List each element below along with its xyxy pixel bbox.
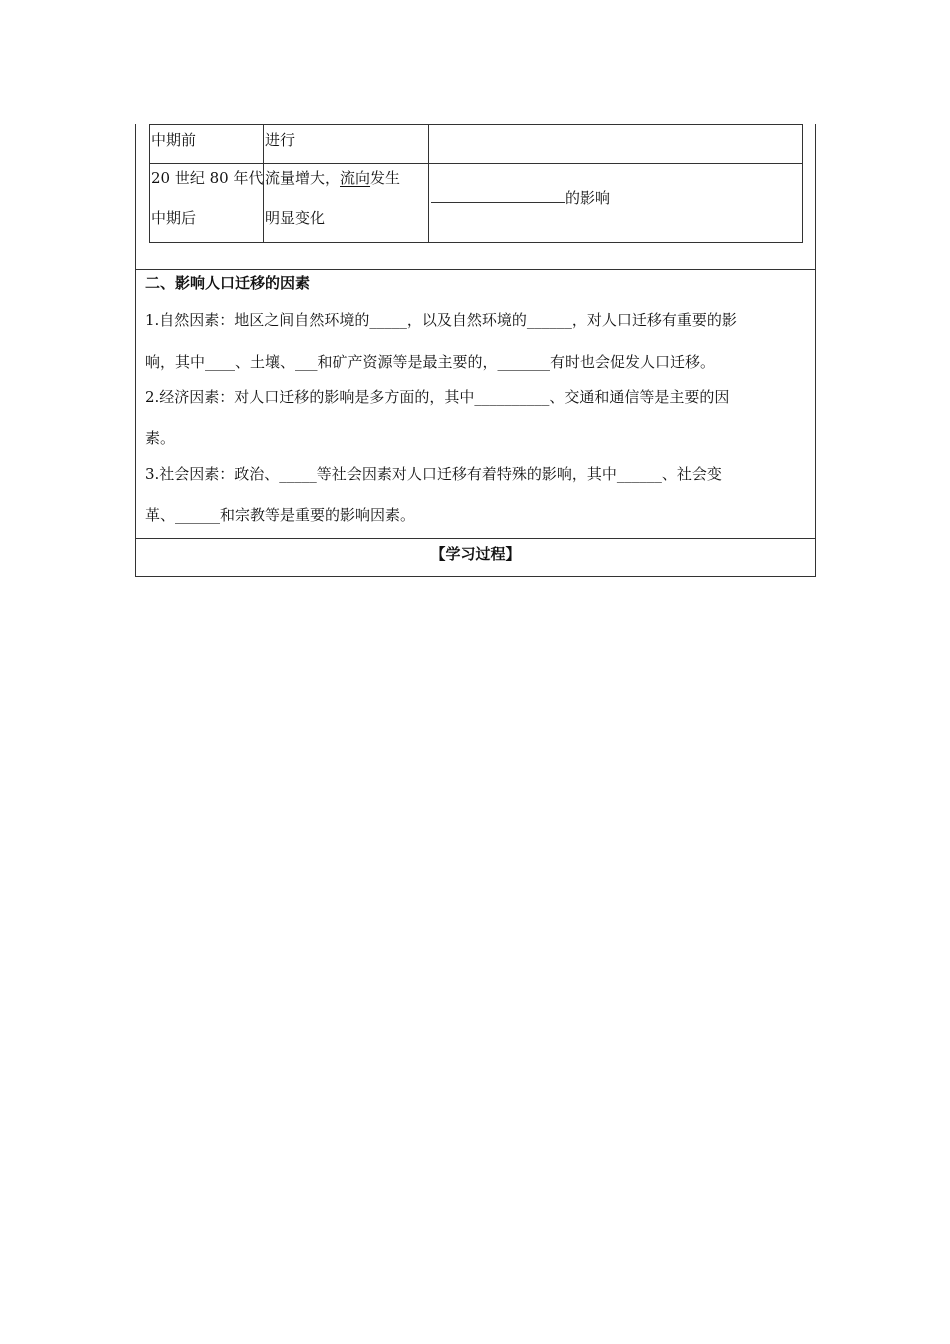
row1-period: 中期前 bbox=[151, 131, 197, 149]
cause-suffix: 的影响 bbox=[565, 189, 611, 207]
economic-factors-line2: 素。 bbox=[145, 429, 176, 447]
row2-feature-line2: 明显变化 bbox=[265, 209, 326, 227]
feature-text-a: 流量增大， bbox=[265, 169, 341, 187]
section-divider bbox=[136, 269, 815, 270]
row2-cause bbox=[431, 188, 610, 208]
worksheet-table bbox=[135, 124, 816, 577]
feature-text-b: 发生 bbox=[370, 169, 401, 187]
fill-in-blank[interactable] bbox=[431, 188, 565, 203]
row2-period-line1: 20 世纪 80 年代 bbox=[151, 169, 264, 187]
migration-period-table bbox=[149, 124, 803, 243]
column-divider bbox=[428, 125, 429, 242]
section2-title: 二、影响人口迁移的因素 bbox=[145, 274, 311, 292]
natural-factors-line2: 响，其中____、土壤、___和矿产资源等是最主要的，_______有时也会促发人口迁移。 bbox=[145, 353, 716, 371]
feature-text-underlined: 流向 bbox=[340, 169, 371, 187]
row2-feature-line1 bbox=[265, 168, 400, 188]
section-divider bbox=[136, 538, 815, 539]
natural-factors-line1: 1.自然因素：地区之间自然环境的_____，以及自然环境的______，对人口迁移有重要的影 bbox=[145, 311, 737, 329]
learning-process-title: 【学习过程】 bbox=[430, 545, 521, 563]
row-divider bbox=[150, 163, 802, 164]
row1-feature: 进行 bbox=[265, 131, 296, 149]
economic-factors-line1: 2.经济因素：对人口迁移的影响是多方面的，其中__________、交通和通信等是主要的因 bbox=[145, 388, 730, 406]
social-factors-line2: 革、______和宗教等是重要的影响因素。 bbox=[145, 506, 416, 524]
social-factors-line1: 3.社会因素：政治、_____等社会因素对人口迁移有着特殊的影响，其中______、社会变 bbox=[145, 465, 722, 483]
row2-period-line2: 中期后 bbox=[151, 209, 197, 227]
